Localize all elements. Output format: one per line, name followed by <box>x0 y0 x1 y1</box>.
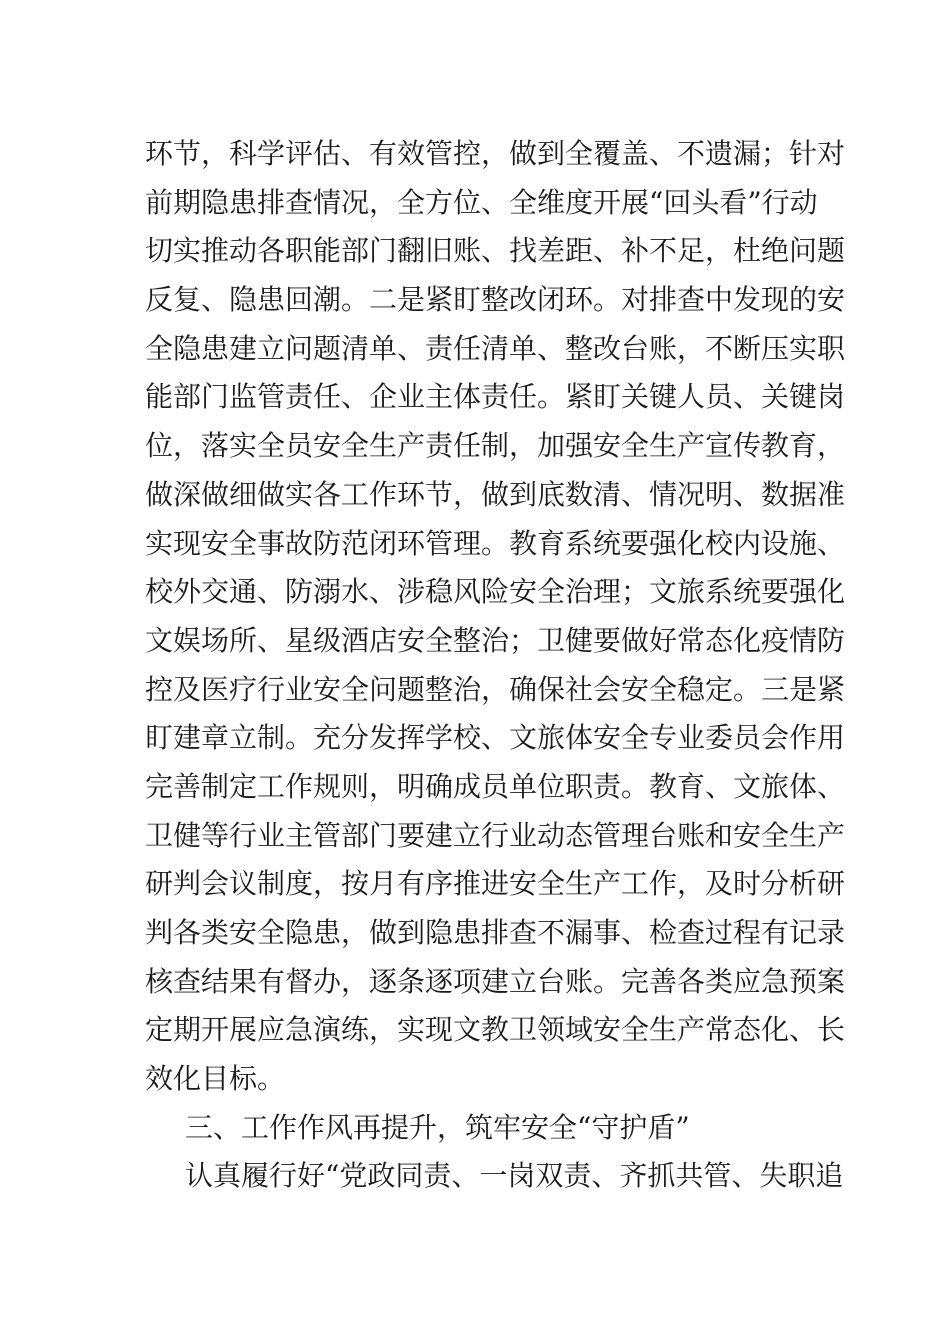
text-line: 前期隐患排查情况，全方位、全维度开展“回头看”行动 <box>145 185 818 219</box>
text-line: 定期开展应急演练，实现文教卫领域安全生产常态化、长 <box>145 1013 846 1047</box>
text-line: 研判会议制度，按月有序推进安全生产工作，及时分析研 <box>145 867 846 901</box>
text-line: 校外交通、防溺水、涉稳风险安全治理；文旅系统要强化 <box>145 575 846 609</box>
text-line: 环节，科学评估、有效管控，做到全覆盖、不遗漏；针对 <box>145 137 846 170</box>
text-line: 盯建章立制。充分发挥学校、文旅体安全专业委员会作用 <box>145 721 846 755</box>
section-heading: 三、工作作风再提升，筑牢安全“守护盾” <box>185 1110 690 1144</box>
text-line: 全隐患建立问题清单、责任清单、整改台账，不断压实职 <box>145 331 846 365</box>
text-line: 位，落实全员安全生产责任制，加强安全生产宣传教育， <box>145 429 846 463</box>
text-line: 效化目标。 <box>145 1062 286 1096</box>
paragraph-start-line: 认真履行好“党政同责、一岗双责、齐抓共管、失职追 <box>185 1159 844 1193</box>
text-line: 做深做细做实各工作环节，做到底数清、情况明、数据准 <box>145 477 846 511</box>
text-line: 文娱场所、星级酒店安全整治；卫健要做好常态化疫情防 <box>145 623 846 657</box>
body-text <box>145 130 846 1201</box>
text-line: 判各类安全隐患，做到隐患排查不漏事、检查过程有记录 <box>145 916 846 949</box>
text-line: 切实推动各职能部门翻旧账、找差距、补不足，杜绝问题 <box>145 234 846 268</box>
text-line: 核查结果有督办，逐条逐项建立台账。完善各类应急预案 <box>145 964 846 998</box>
text-line: 反复、隐患回潮。二是紧盯整改闭环。对排查中发现的安 <box>145 283 846 317</box>
text-line: 卫健等行业主管部门要建立行业动态管理台账和安全生产 <box>145 818 846 852</box>
text-line: 完善制定工作规则，明确成员单位职责。教育、文旅体、 <box>145 769 846 803</box>
text-line: 实现安全事故防范闭环管理。教育系统要强化校内设施、 <box>145 526 846 560</box>
text-line: 能部门监管责任、企业主体责任。紧盯关键人员、关键岗 <box>145 380 846 414</box>
text-line: 控及医疗行业安全问题整治，确保社会安全稳定。三是紧 <box>145 672 846 706</box>
